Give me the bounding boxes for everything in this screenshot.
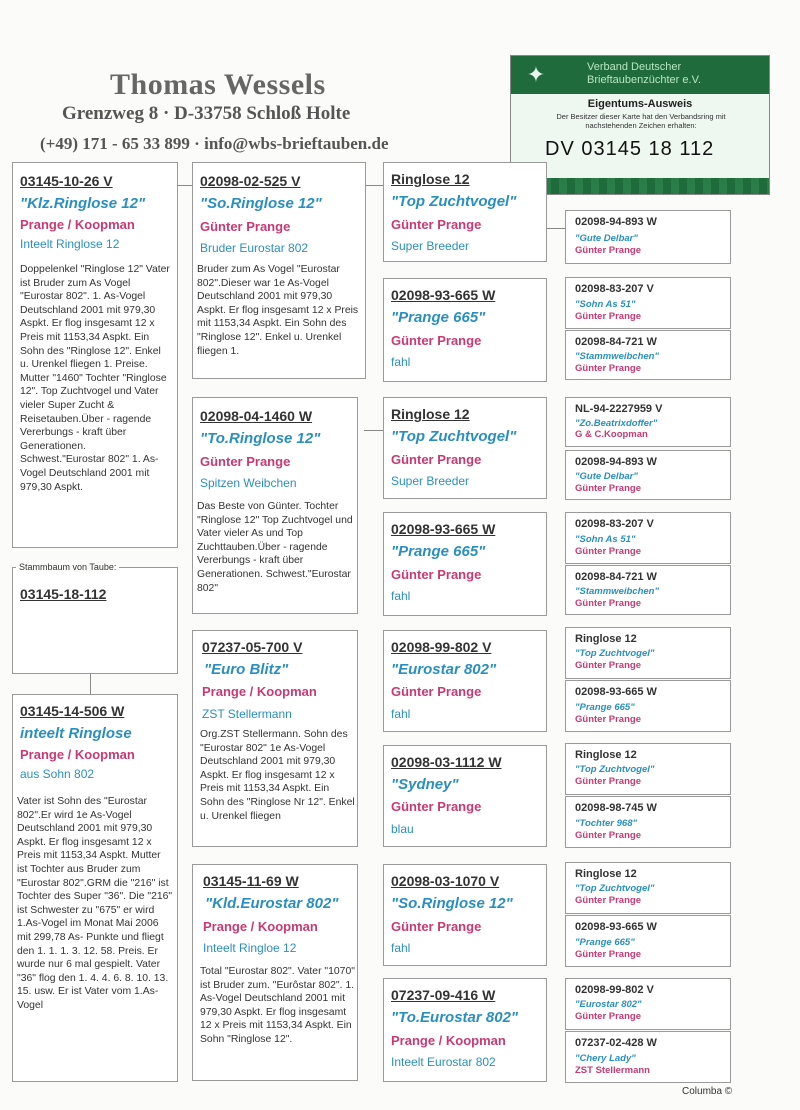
pigeon-ring: 02098-83-207 V bbox=[575, 518, 654, 530]
pigeon-info: Inteelt Ringloe 12 bbox=[203, 941, 297, 955]
pigeon-name: "Stammweibchen" bbox=[575, 351, 659, 362]
pigeon-name: "To.Eurostar 802" bbox=[391, 1009, 519, 1026]
pigeon-ring: 02098-84-721 W bbox=[575, 571, 657, 583]
pigeon-name: "Top Zuchtvogel" bbox=[391, 193, 517, 210]
pigeon-info: aus Sohn 802 bbox=[20, 767, 95, 781]
ancestor-box bbox=[565, 1031, 731, 1083]
pigeon-description: Org.ZST Stellermann. Sohn des "Eurostar 802" 1e As-Vogel Deutschland 2001 mit 979,30 Aspkt. Er flog insgesamt 12 x Preis mit 1153,34 Aspkt. Ein Sohn des "Ringlose Nr 12". Enkel u. Urenkel fliegen bbox=[200, 729, 355, 822]
pigeon-ring: 02098-99-802 V bbox=[391, 639, 492, 655]
connector-line bbox=[176, 185, 192, 186]
great-grandparent-box bbox=[383, 745, 547, 847]
pigeon-breeder: Günter Prange bbox=[575, 598, 641, 609]
pigeon-name: "Stammweibchen" bbox=[575, 586, 659, 597]
ancestor-box bbox=[565, 330, 731, 380]
subject-ring: 03145-18-112 bbox=[20, 586, 107, 602]
pigeon-breeder: Günter Prange bbox=[575, 660, 641, 671]
pigeon-description: Das Beste von Günter. Tochter "Ringlose 12" Top Zuchtvogel und Vater vieler As und Top Zuchttauben.Über - ragende Vererbungs - kraft über Generationen. Schwest."Eurostar 802" bbox=[197, 501, 353, 594]
pigeon-name: "Top Zuchtvogel" bbox=[391, 428, 517, 445]
pigeon-ring: 02098-04-1460 W bbox=[200, 408, 313, 424]
pigeon-breeder: Günter Prange bbox=[575, 714, 641, 725]
pigeon-breeder: Günter Prange bbox=[575, 949, 641, 960]
pigeon-info: fahl bbox=[391, 355, 411, 369]
pigeon-description: Total "Eurostar 802". Vater "1070" ist Bruder zum. "Eurôstar 802". 1. As-Vogel Deutschland 2001 mit 979,30 Aspkt. Er flog insgesamt 12 x Preis mit 1153,34 Aspkt. Ein Sohn "Ringlose 12". bbox=[200, 966, 355, 1045]
pigeon-breeder: Prange / Koopman bbox=[203, 919, 318, 934]
pigeon-name: "Prange 665" bbox=[575, 702, 635, 713]
ancestor-box bbox=[565, 450, 731, 500]
pigeon-breeder: Günter Prange bbox=[575, 546, 641, 557]
pigeon-name: "So.Ringlose 12" bbox=[200, 195, 322, 212]
connector-line bbox=[176, 245, 193, 425]
pigeon-ring: 02098-03-1112 W bbox=[391, 754, 502, 770]
parent-dam-box bbox=[12, 694, 178, 1082]
pigeon-breeder: Prange / Koopman bbox=[202, 684, 317, 699]
ancestor-box bbox=[565, 915, 731, 967]
pigeon-ring: Ringlose 12 bbox=[391, 406, 470, 422]
pigeon-ring: 07237-09-416 W bbox=[391, 987, 496, 1003]
connector-line bbox=[545, 228, 565, 229]
pigeon-name: "Top Zuchtvogel" bbox=[575, 648, 655, 659]
card-organization: Verband Deutscher Brieftaubenzüchter e.V. bbox=[587, 61, 701, 86]
pigeon-breeder: Günter Prange bbox=[575, 776, 641, 787]
great-grandparent-box bbox=[383, 864, 547, 966]
pigeon-name: "To.Ringlose 12" bbox=[200, 430, 321, 447]
pigeon-ring: 02098-94-893 W bbox=[575, 456, 657, 468]
pigeon-breeder: Günter Prange bbox=[575, 1011, 641, 1022]
pigeon-name: "Klz.Ringlose 12" bbox=[20, 195, 146, 212]
grandparent-box bbox=[192, 630, 358, 847]
breeder-name: Thomas Wessels bbox=[110, 68, 326, 101]
pigeon-breeder: ZST Stellermann bbox=[575, 1065, 650, 1076]
ancestor-box bbox=[565, 978, 731, 1030]
pigeon-ring: 02098-93-665 W bbox=[575, 686, 657, 698]
pigeon-ring: NL-94-2227959 V bbox=[575, 403, 663, 415]
subject-label: Stammbaum von Taube: bbox=[16, 562, 119, 572]
ancestor-box bbox=[565, 277, 731, 329]
pigeon-info: fahl bbox=[391, 707, 411, 721]
pigeon-name: "Zo.Beatrixdoffer" bbox=[575, 418, 658, 429]
pigeon-info: fahl bbox=[391, 941, 411, 955]
pigeon-name: "Prange 665" bbox=[391, 543, 486, 560]
pigeon-breeder: Günter Prange bbox=[575, 245, 641, 256]
ancestor-box bbox=[565, 796, 731, 848]
pigeon-name: "Prange 665" bbox=[391, 309, 486, 326]
ancestor-box bbox=[565, 680, 731, 732]
grandparent-box bbox=[192, 397, 358, 614]
pigeon-breeder: Günter Prange bbox=[391, 919, 482, 934]
pigeon-breeder: Prange / Koopman bbox=[20, 747, 135, 762]
pigeon-ring: Ringlose 12 bbox=[575, 633, 637, 645]
pigeon-info: Inteelt Eurostar 802 bbox=[391, 1055, 496, 1069]
pigeon-name: inteelt Ringlose bbox=[20, 725, 132, 742]
pigeon-breeder: Günter Prange bbox=[391, 799, 482, 814]
pigeon-description: Doppelenkel "Ringlose 12" Vater ist Bruder zum As Vogel "Eurostar 802". 1. As-Vogel Deutschland 2001 mit 979,30 Aspkt. Er flog insgesamt 12 x Preis mit 1153,34 Aspkt. Ein Sohn des "Ringlose 12". Enkel u. Urenkel fliegen 1. Preise. Mutter "1460" Tochter "Ringlose 12". Top Zuchtvogel und Vater vieler Super Zucht & Reisetauben.Über - ragende Vererbungs - kraft über Generationen. Schwest."Eurostar 802" 1. As-Vogel Deutschland 2001 mit 979,30 Aspkt. bbox=[20, 264, 170, 493]
pigeon-name: "Sohn As 51" bbox=[575, 299, 636, 310]
pigeon-description: Bruder zum As Vogel "Eurostar 802".Dieser war 1e As-Vogel Deutschland 2001 mit 979,30 Aspkt. Er flog insgesamt 12 x Preis mit 1153,34 Aspkt. Ein Sohn des "Ringlose 12". Enkel u. Urenkel fliegen 1. bbox=[197, 264, 359, 357]
pigeon-ring: 02098-93-665 W bbox=[391, 521, 496, 537]
connector-line bbox=[90, 672, 91, 694]
pigeon-breeder: Günter Prange bbox=[200, 454, 291, 469]
card-body bbox=[511, 94, 769, 178]
pigeon-ring: 02098-93-665 W bbox=[391, 287, 496, 303]
footer-credit: Columba © bbox=[682, 1086, 733, 1097]
pigeon-breeder: Günter Prange bbox=[575, 311, 641, 322]
pigeon-ring: 02098-84-721 W bbox=[575, 336, 657, 348]
pigeon-breeder: Günter Prange bbox=[575, 895, 641, 906]
pigeon-ring: Ringlose 12 bbox=[575, 749, 637, 761]
pigeon-name: "Chery Lady" bbox=[575, 1053, 636, 1064]
pigeon-ring: Ringlose 12 bbox=[575, 868, 637, 880]
pigeon-breeder: Günter Prange bbox=[575, 483, 641, 494]
pigeon-ring: 07237-05-700 V bbox=[202, 639, 303, 655]
pigeon-name: "Eurostar 802" bbox=[575, 999, 642, 1010]
pigeon-name: "Prange 665" bbox=[575, 937, 635, 948]
pigeon-breeder: Günter Prange bbox=[391, 217, 482, 232]
pigeon-ring: 03145-11-69 W bbox=[203, 873, 299, 889]
ancestor-box bbox=[565, 862, 731, 914]
pigeon-breeder: G & C.Koopman bbox=[575, 429, 648, 440]
pigeon-name: "Sohn As 51" bbox=[575, 534, 636, 545]
pigeon-ring: 03145-14-506 W bbox=[20, 703, 125, 719]
great-grandparent-box bbox=[383, 978, 547, 1082]
ancestor-box bbox=[565, 743, 731, 795]
breeder-address: Grenzweg 8 · D-33758 Schloß Holte bbox=[62, 103, 351, 124]
great-grandparent-box bbox=[383, 162, 547, 262]
pigeon-name: "Top Zuchtvogel" bbox=[575, 883, 655, 894]
parent-sire-box bbox=[12, 162, 178, 548]
connector-line bbox=[176, 838, 193, 878]
breeder-contact: (+49) 171 - 65 33 899 · info@wbs-brieftauben.de bbox=[40, 134, 389, 153]
pigeon-info: ZST Stellermann bbox=[202, 707, 292, 721]
pigeon-breeder: Günter Prange bbox=[391, 452, 482, 467]
card-ring-number: DV 03145 18 112 bbox=[545, 138, 715, 160]
pigeon-name: "Gute Delbar" bbox=[575, 233, 638, 244]
pigeon-breeder: Günter Prange bbox=[391, 333, 482, 348]
subject-pigeon-box bbox=[12, 567, 178, 674]
connector-line bbox=[364, 430, 384, 431]
ownership-card bbox=[510, 55, 770, 195]
pigeon-breeder: Prange / Koopman bbox=[391, 1033, 506, 1048]
great-grandparent-box bbox=[383, 397, 547, 499]
card-title: Eigentums-Ausweis bbox=[587, 98, 693, 110]
pigeon-name: "Kld.Eurostar 802" bbox=[205, 895, 339, 912]
ancestor-box bbox=[565, 397, 731, 447]
pigeon-ring: 03145-10-26 V bbox=[20, 173, 113, 189]
great-grandparent-box bbox=[383, 278, 547, 382]
pigeon-ring: 02098-02-525 V bbox=[200, 173, 301, 189]
pigeon-ring: 02098-03-1070 V bbox=[391, 873, 500, 889]
pigeon-name: "Eurostar 802" bbox=[391, 661, 497, 678]
card-pattern bbox=[511, 178, 769, 194]
pigeon-name: "Gute Delbar" bbox=[575, 471, 638, 482]
pigeon-ring: 02098-83-207 V bbox=[575, 283, 654, 295]
pigeon-name: "Sydney" bbox=[391, 776, 459, 793]
great-grandparent-box bbox=[383, 512, 547, 616]
ancestor-box bbox=[565, 512, 731, 564]
pigeon-breeder: Prange / Koopman bbox=[20, 217, 135, 232]
pigeon-breeder: Günter Prange bbox=[200, 219, 291, 234]
connector-line bbox=[364, 185, 384, 186]
pigeon-name: "Top Zuchtvogel" bbox=[575, 764, 655, 775]
ancestor-box bbox=[565, 627, 731, 679]
pigeon-ring: 02098-98-745 W bbox=[575, 802, 657, 814]
pigeon-info: Bruder Eurostar 802 bbox=[200, 241, 309, 255]
pigeon-name: "Tochter 968" bbox=[575, 818, 637, 829]
ancestor-box bbox=[565, 210, 731, 264]
grandparent-box bbox=[192, 864, 358, 1081]
card-text: Der Besitzer dieser Karte hat den Verbandsring mit nachstehenden Zeichen erhalten: bbox=[556, 112, 726, 130]
pigeon-ring: Ringlose 12 bbox=[391, 171, 470, 187]
pigeon-info: Super Breeder bbox=[391, 474, 470, 488]
pigeon-breeder: Günter Prange bbox=[391, 567, 482, 582]
pigeon-breeder: Günter Prange bbox=[391, 684, 482, 699]
pigeon-info: fahl bbox=[391, 589, 411, 603]
pigeon-info: Spitzen Weibchen bbox=[200, 476, 297, 490]
pigeon-breeder: Günter Prange bbox=[575, 830, 641, 841]
ancestor-box bbox=[565, 565, 731, 615]
grandparent-box bbox=[192, 162, 366, 379]
pigeon-ring: 02098-99-802 V bbox=[575, 984, 654, 996]
dove-logo-icon: ✦ bbox=[526, 62, 546, 87]
pigeon-ring: 02098-93-665 W bbox=[575, 921, 657, 933]
pigeon-ring: 07237-02-428 W bbox=[575, 1037, 657, 1049]
great-grandparent-box bbox=[383, 630, 547, 732]
pigeon-name: "So.Ringlose 12" bbox=[391, 895, 513, 912]
pigeon-info: Super Breeder bbox=[391, 239, 470, 253]
pigeon-ring: 02098-94-893 W bbox=[575, 216, 657, 228]
pigeon-name: "Euro Blitz" bbox=[204, 661, 289, 678]
pigeon-info: Inteelt Ringlose 12 bbox=[20, 237, 120, 251]
pigeon-info: blau bbox=[391, 822, 414, 836]
pigeon-breeder: Günter Prange bbox=[575, 363, 641, 374]
pigeon-description: Vater ist Sohn des "Eurostar 802".Er wird 1e As-Vogel Deutschland 2001 mit 979,30 Aspkt. Er flog insgesamt 12 x Preis mit 1153,34 Aspkt. Mutter ist Tochter aus Bruder zum "Eurostar 802".GRM die "216" ist Tochter des Super "36". Die "216" ist Schwester zu "675" er wird 1.As-Vogel im Monat Mai 2006 mit 299,78 As- Punkte und fliegt den 1. 1. 1. 3. 12. 58. Preis. Er wurde nur 6 mal gespielt. Vater "36" flog den 1. 4. 4. 6. 8. 10. 13. 15. usw. Er ist Vater vom 1.As-Vogel bbox=[17, 796, 173, 1011]
